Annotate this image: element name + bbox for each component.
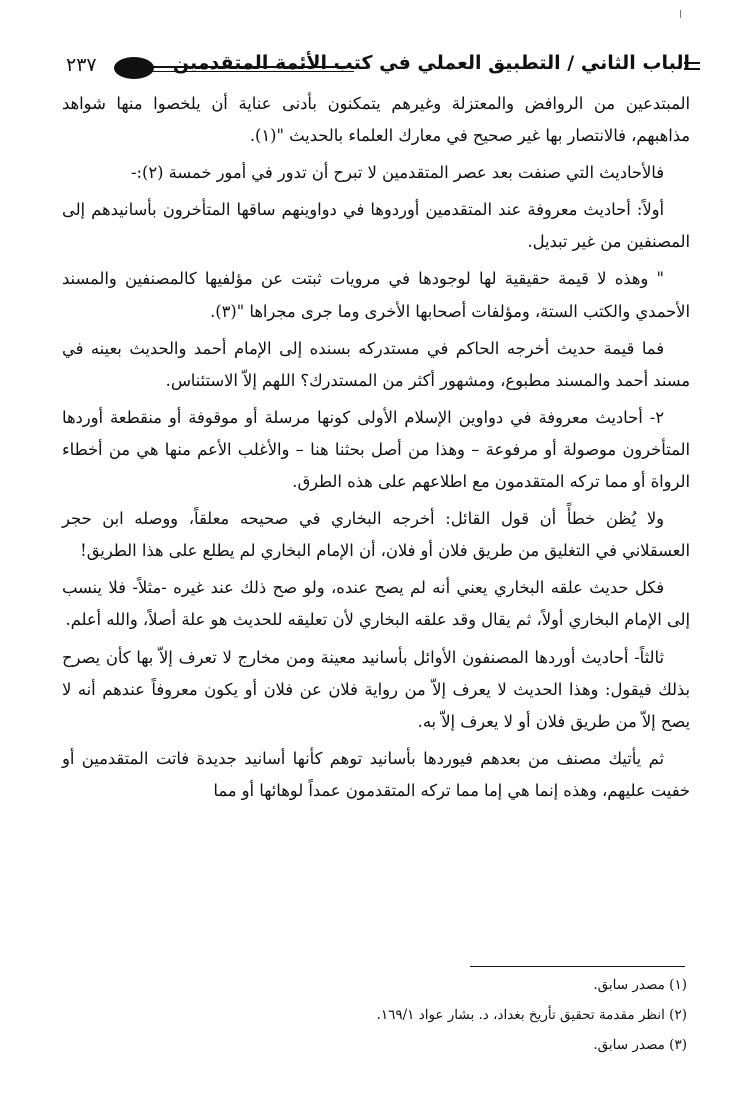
paragraph: ٢- أحاديث معروفة في دواوين الإسلام الأولى كونها مرسلة أو موقوفة أو منقطعة أوردها المتأخرون موصولة أو مرفوعة – وهذا من أصل بحثنا هنا – والأغلب الأعم منها هي من أخطاء الرواة أو مما تركه المتقدمون مع اطلاعهم على هذه الطرق. [62,407,690,492]
chapter-title: الباب الثاني / التطبيق العملي في كتب الأئمة المتقدمين [172,52,690,74]
running-header [60,50,690,86]
footnote: (٣) مصدر سابق. [593,1037,687,1053]
title-dash-top [684,62,700,64]
paragraph: فالأحاديث التي صنفت بعد عصر المتقدمين لا تبرح أن تدور في أمور خمسة (٢):- [131,163,664,183]
paragraph: ولا يُظن خطأً أن قول القائل: أخرجه البخاري في صحيحه معلقاً، ووصله ابن حجر العسقلاني في التغليق من طريق فلان أو فلان، أن الإمام البخاري لم يطلع على هذا الطريق! [62,509,690,561]
header-ornament [114,57,154,79]
paragraph: فما قيمة حديث أخرجه الحاكم في مستدركه بسنده إلى الإمام أحمد والحديث بعينه في مسند أحمد والمسند مطبوع، ومشهور أكثر من المستدرك؟ اللهم إلاّ الاستئناس. [62,338,690,390]
footnotes [100,970,687,1060]
paragraph: ثم يأتيك مصنف من بعدهم فيوردها بأسانيد توهم كأنها أسانيد جديدة فاتت المتقدمين أو خفيت عليهم، وهذه إنما هي إما مما تركه المتقدمون عمداً لوهائها أو مما [62,748,690,800]
paragraph: أولاً: أحاديث معروفة عند المتقدمين أوردوها في دواوينهم ساقها المتأخرون بأسانيدهم إلى المصنفين من غير تبديل. [62,200,690,252]
paragraph: فكل حديث علقه البخاري يعني أنه لم يصح عنده، ولو صح ذلك عند غيره -مثلاً- فلا ينسب إلى الإمام البخاري أولاً، ثم يقال وقد علقه البخاري لأن تعليقه للحديث هو علة أصلاً، والله أعلم. [62,578,690,630]
footnote: (٢) انظر مقدمة تحقيق تأريخ بغداد، د. بشار عواد ١٦٩/١. [376,1007,687,1023]
paragraph: ثالثاً- أحاديث أوردها المصنفون الأوائل بأسانيد معينة ومن مخارج لا تعرف إلاّ بها كأن يصرح بذلك فيقول: وهذا الحديث لا يعرف إلاّ من رواية فلان عن فلان أو يكون معروفاً عندهم أنه لا يصح إلاّ من طريق فلان أو لا يعرف إلاّ به. [62,647,690,731]
title-dash-bottom [684,68,700,70]
paragraph: " وهذه لا قيمة حقيقية لها لوجودها في مرويات ثبتت عن مؤلفيها كالمصنفين والمسند الأحمدي والكتب الستة، ومؤلفات أصحابها الأخرى وما جرى مجراها "(٣). [62,269,690,321]
paragraph: المبتدعين من الروافض والمعتزلة وغيرهم يتمكنون بأدنى عناية أن يلخصوا منها شواهد مذاهبهم، فالانتصار بها غير صحيح في معارك العلماء بالحديث "(١). [62,94,690,146]
footnote: (١) مصدر سابق. [593,977,687,993]
page-number: ٢٣٧ [66,54,97,76]
footnote-separator [470,966,685,967]
body-text [62,88,690,807]
scan-mark [680,10,681,18]
